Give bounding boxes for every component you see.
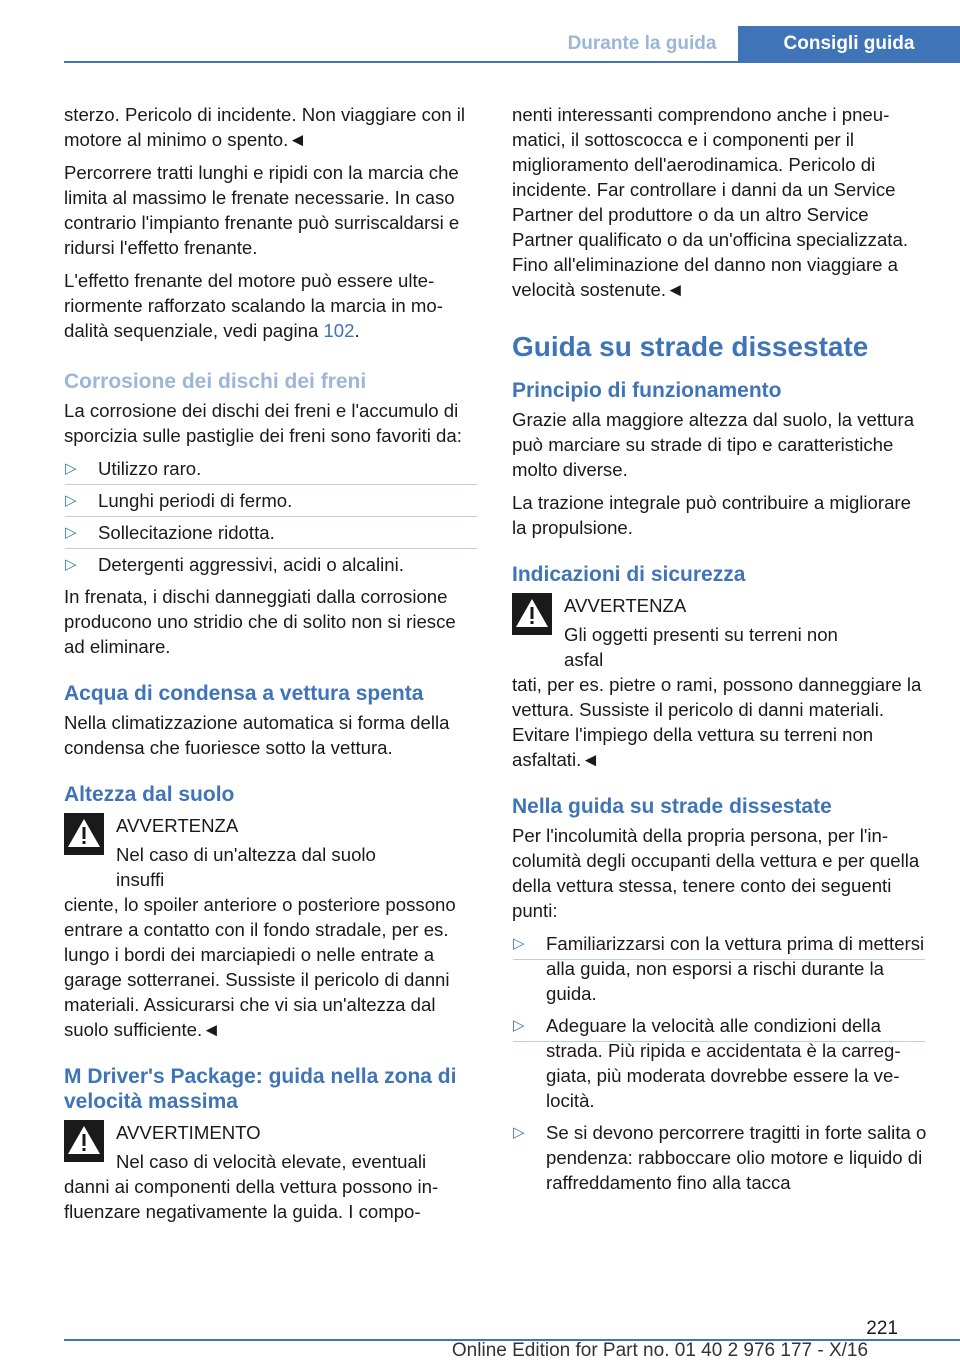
paragraph: Nella climatizzazione automatica si forma della condensa che fuoriesce sotto la vettura. — [64, 712, 450, 758]
warning-text-first: Nel caso di velocità elevate, eventuali — [116, 1151, 427, 1172]
triangle-bullet-icon: ▷ — [65, 556, 77, 573]
bullet-list — [64, 456, 480, 577]
warning-text: ciente, lo spoiler anteriore o posteriore possono entrare a contatto con il fondo stradale, per es. lungo i bordi dei marciapiedi o nelle entrate a garage sotterranei. Sussiste il pericolo di danni materiali. Assicurarsi che vi sia un'altezza dal suolo sufficiente.◄ — [64, 894, 456, 1040]
paragraph: Grazie alla maggiore altezza dal suolo, la vettura può marciare su strade di tipo e caratteristiche molto diverse. — [512, 409, 915, 480]
warning-text-first: Gli oggetti presenti su terreni non asfal — [564, 624, 838, 670]
running-header-section: Durante la guida — [567, 33, 717, 54]
section-heading-altezza: Altezza dal suolo — [64, 783, 235, 806]
warning-box — [512, 593, 930, 772]
section-heading-principio: Principio di funzionamento — [512, 379, 782, 402]
paragraph: L'effetto frenante del motore può essere ulteriormente rafforzato scalando la marcia in modalità sequenziale, vedi pagina 102. — [64, 270, 443, 341]
running-header-chapter: Consigli guida — [738, 26, 960, 62]
list-item: ▷ Sollecitazione ridotta. — [65, 522, 275, 543]
triangle-bullet-icon: ▷ — [513, 1124, 525, 1141]
warning-text: danni ai componenti della vettura possono influenzare negativamente la guida. I compo- — [64, 1176, 439, 1222]
warning-triangle-icon — [64, 813, 104, 855]
triangle-bullet-icon: ▷ — [513, 931, 525, 956]
warning-text: tati, per es. pietre o rami, possono danneggiare la vettura. Sussiste il pericolo di danni materiali. Evitare l'impiego della vettura su terreni non asfaltati.◄ — [512, 674, 922, 770]
paragraph: Percorrere tratti lunghi e ripidi con la marcia che limita al massimo le frenate necessarie. In caso contrario l'impianto frenante può surriscaldarsi e ridursi l'effetto frenante. — [64, 162, 460, 258]
warning-label: AVVERTIMENTO — [116, 1122, 261, 1143]
page-number: 221 — [866, 1318, 898, 1339]
header-rule — [64, 61, 960, 63]
section-heading-mdriver: M Driver's Package: guida nella zona di velocità massima — [64, 1065, 457, 1113]
left-column — [64, 102, 480, 1232]
paragraph: In frenata, i dischi danneggiati dalla corrosione producono uno stridio che di solito non si riesce ad eliminare. — [64, 586, 456, 657]
list-item: ▷ Detergenti aggressivi, acidi o alcalini. — [65, 554, 404, 575]
paragraph: La corrosione dei dischi dei freni e l'accumulo di sporcizia sulle pastiglie dei freni sono favoriti da: — [64, 400, 462, 446]
right-column — [512, 102, 930, 1202]
section-heading-guida: Nella guida su strade dissestate — [512, 795, 832, 818]
edition-note: Online Edition for Part no. 01 40 2 976 177 - X/16 — [451, 1340, 869, 1361]
bullet-list — [512, 931, 930, 1195]
warning-label: AVVERTENZA — [116, 815, 239, 836]
warning-box — [64, 1120, 480, 1224]
triangle-bullet-icon: ▷ — [65, 456, 77, 481]
warning-label: AVVERTENZA — [564, 595, 687, 616]
warning-triangle-icon — [64, 1120, 104, 1162]
list-item: ▷ Adeguare la velocità alle condizioni della strada. Più ripida e accidentata è la carreggiata, più moderata dovrebbe essere la velocità. — [513, 1015, 901, 1111]
section-heading-sicurezza: Indicazioni di sicurezza — [512, 563, 746, 586]
triangle-bullet-icon: ▷ — [65, 520, 77, 545]
chapter-heading: Guida su strade dissestate — [512, 331, 869, 362]
list-item: ▷ Familiarizzarsi con la vettura prima di mettersi alla guida, non esporsi a rischi durante la guida. — [513, 933, 925, 1004]
list-item: ▷ Se si devono percorrere tragitti in forte salita o pendenza: rabboccare olio motore e liquido di raffreddamento fino alla tacca — [513, 1122, 927, 1193]
warning-box — [64, 813, 480, 1042]
paragraph: sterzo. Pericolo di incidente. Non viaggiare con il motore al minimo o spento.◄ — [64, 104, 466, 150]
triangle-bullet-icon: ▷ — [513, 1013, 525, 1038]
paragraph: Per l'incolumità della propria persona, per l'incolumità degli occupanti della vettura e per quella della vettura stessa, tenere conto dei seguenti punti: — [512, 825, 920, 921]
section-heading-corrosion: Corrosione dei dischi dei freni — [64, 370, 367, 393]
warning-triangle-icon — [512, 593, 552, 635]
section-heading-condensa: Acqua di condensa a vettura spenta — [64, 682, 424, 705]
paragraph: nenti interessanti comprendono anche i pneumatici, il sottoscocca e i componenti per il miglioramento dell'aerodinamica. Pericolo di incidente. Far controllare i danni da un Service Partner del produttore o da un altro Service Partner qualificato o da un'officina specializzata. Fino all'eliminazione del danno non viaggiare a velocità sostenute.◄ — [512, 104, 908, 300]
list-item: ▷ Utilizzo raro. — [65, 458, 202, 479]
paragraph: La trazione integrale può contribuire a migliorare la propulsione. — [512, 492, 911, 538]
page-link[interactable]: 102 — [323, 320, 355, 341]
triangle-bullet-icon: ▷ — [65, 488, 77, 513]
warning-text-first: Nel caso di un'altezza dal suolo insuffi — [116, 844, 376, 890]
list-item: ▷ Lunghi periodi di fermo. — [65, 490, 293, 511]
